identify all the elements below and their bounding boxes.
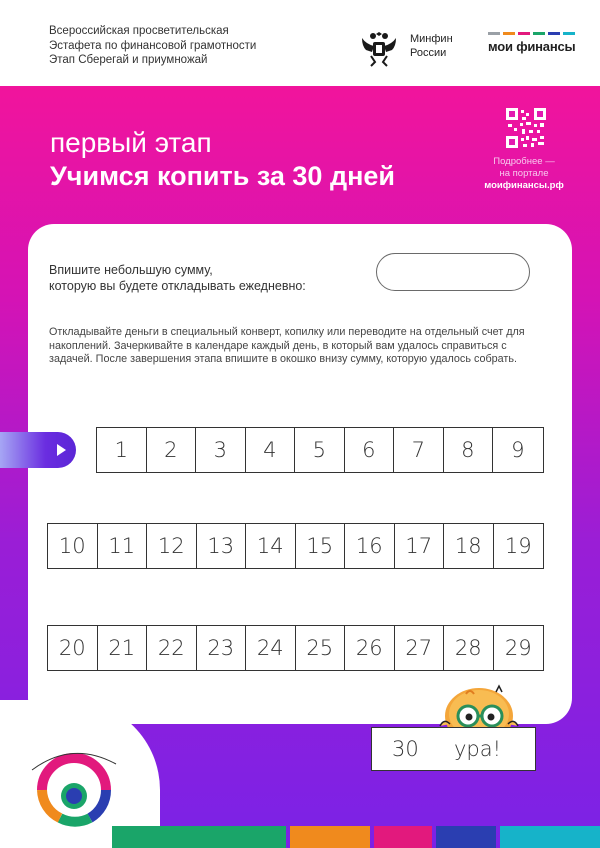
day-cell-23[interactable]: 23 xyxy=(197,626,247,670)
footer-stripe-blue xyxy=(436,826,496,848)
final-day-box[interactable] xyxy=(371,727,536,771)
day-cell-22[interactable]: 22 xyxy=(147,626,197,670)
day-cell-7[interactable]: 7 xyxy=(394,428,444,472)
start-marker xyxy=(0,432,76,468)
org-line-1: Всероссийская просветительская xyxy=(49,25,229,37)
day-cell-9[interactable]: 9 xyxy=(511,438,525,462)
day-cell-17[interactable]: 17 xyxy=(395,524,445,568)
footer-stripe-green xyxy=(112,826,286,848)
instructions-text: Откладывайте деньги в специальный конверт, копилку или переводите на отдельный счет для накоплений. Зачеркивайте в календаре каждый день, в который вам удалось справиться с задачей. После завершения этапа впишите в окошко внизу сумму, которую удалось собрать. xyxy=(49,326,525,366)
play-arrow-icon xyxy=(57,444,66,456)
calendar-row-3 xyxy=(47,625,544,671)
day-cell-29[interactable]: 29 xyxy=(504,636,532,660)
final-celebration-text: ура! xyxy=(454,737,502,761)
logo-stripes xyxy=(488,32,575,35)
day-cell-27[interactable]: 27 xyxy=(395,626,445,670)
final-day-number: 30 xyxy=(392,737,419,761)
day-cell-12[interactable]: 12 xyxy=(147,524,197,568)
day-cell-21[interactable]: 21 xyxy=(98,626,148,670)
day-cell-6[interactable]: 6 xyxy=(345,428,395,472)
moi-finansy-logo xyxy=(488,32,575,54)
page-title: Учимся копить за 30 дней xyxy=(50,161,396,191)
calendar-row-2 xyxy=(47,523,544,569)
amount-prompt: Впишите небольшую сумму, которую вы будете откладывать ежедневно: xyxy=(49,263,306,293)
portal-link[interactable]: моифинансы.рф xyxy=(484,180,564,191)
day-cell-10[interactable]: 10 xyxy=(48,524,98,568)
qr-caption: Подробнее — на портале моифинансы.рф xyxy=(470,156,578,192)
estafeta-logo-icon xyxy=(24,740,124,840)
day-cell-14[interactable]: 14 xyxy=(246,524,296,568)
day-cell-16[interactable]: 16 xyxy=(345,524,395,568)
day-cell-4[interactable]: 4 xyxy=(246,428,296,472)
day-cell-2[interactable]: 2 xyxy=(147,428,197,472)
day-cell-5[interactable]: 5 xyxy=(295,428,345,472)
stage-label: первый этап xyxy=(50,127,212,158)
minfin-label: Минфин России xyxy=(410,33,453,59)
day-cell-26[interactable]: 26 xyxy=(345,626,395,670)
day-cell-11[interactable]: 11 xyxy=(98,524,148,568)
organizer-title xyxy=(49,24,256,68)
footer-stripe-teal xyxy=(500,826,600,848)
moi-finansy-text: мои финансы xyxy=(488,39,576,54)
qr-code-icon[interactable] xyxy=(506,108,546,148)
footer-stripe-orange xyxy=(290,826,370,848)
org-line-2: Эстафета по финансовой грамотности xyxy=(49,39,257,52)
org-line-3: Этап Сберегай и приумножай xyxy=(49,54,208,66)
russian-emblem-icon xyxy=(356,26,402,68)
day-cell-15[interactable]: 15 xyxy=(296,524,346,568)
day-cell-1[interactable]: 1 xyxy=(97,428,147,472)
day-cell-20[interactable]: 20 xyxy=(48,626,98,670)
day-cell-19[interactable]: 19 xyxy=(504,534,532,558)
day-cell-3[interactable]: 3 xyxy=(196,428,246,472)
daily-amount-input[interactable] xyxy=(376,253,530,291)
day-cell-13[interactable]: 13 xyxy=(197,524,247,568)
day-cell-25[interactable]: 25 xyxy=(296,626,346,670)
header xyxy=(0,0,600,86)
day-cell-8[interactable]: 8 xyxy=(444,428,494,472)
footer-stripe-pink xyxy=(374,826,432,848)
day-cell-18[interactable]: 18 xyxy=(444,524,494,568)
day-cell-28[interactable]: 28 xyxy=(444,626,494,670)
calendar-row-1 xyxy=(96,427,544,473)
day-cell-24[interactable]: 24 xyxy=(246,626,296,670)
